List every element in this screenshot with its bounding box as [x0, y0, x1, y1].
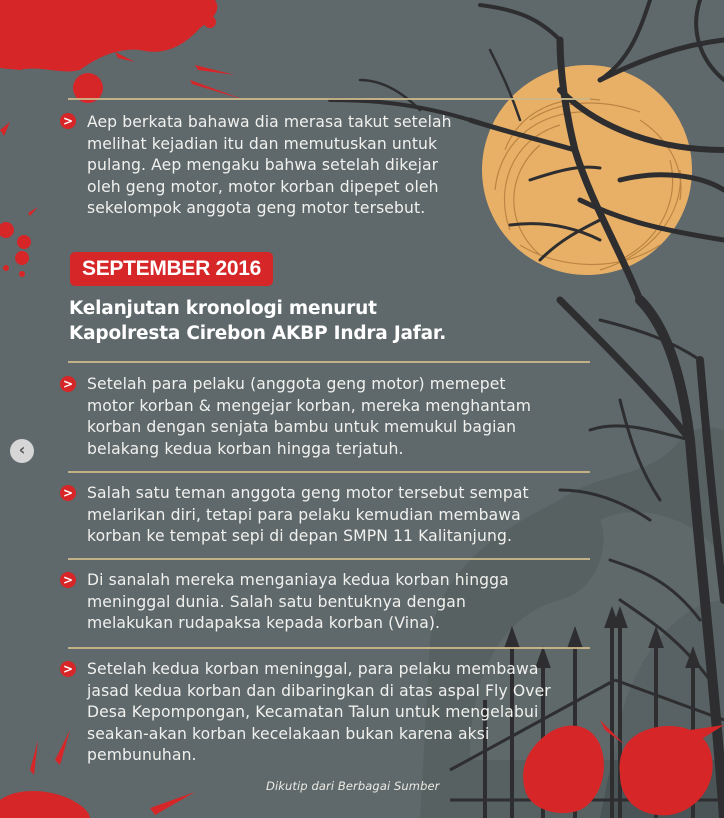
carousel-prev-button[interactable]: [10, 439, 34, 463]
text-line: korban ke tempat sepi di depan SMPN 11 Kalitanjung.: [87, 527, 513, 546]
text-line: Salah satu teman anggota geng motor tersebut sempat: [87, 484, 529, 502]
divider: [68, 558, 590, 560]
text-line: korban dengan senjata bambu untuk memukul bagian: [87, 418, 517, 437]
subheading-line: Kapolresta Cirebon AKBP Indra Jafar.: [69, 323, 447, 344]
chevron-left-icon: ‹: [18, 440, 26, 459]
chevron-right-icon: >: [60, 485, 76, 501]
text-line: jasad kedua korban dan dibaringkan di atas aspal Fly Over: [87, 681, 551, 700]
list-item: [87, 483, 529, 548]
divider: [68, 471, 590, 473]
text-line: Aep berkata bahawa dia merasa takut setelah: [87, 113, 452, 131]
divider: [68, 361, 590, 363]
text-line: sekelompok anggota geng motor tersebut.: [87, 199, 426, 218]
text-line: pembunuhan.: [87, 746, 197, 765]
chevron-right-icon: >: [60, 376, 76, 392]
text-line: Setelah kedua korban meninggal, para pelaku membawa: [87, 660, 539, 678]
text-line: meninggal dunia. Salah satu bentuknya dengan: [87, 592, 466, 611]
list-item: [87, 374, 531, 460]
list-item: [87, 659, 551, 767]
list-item: [87, 570, 509, 635]
chevron-right-icon: >: [60, 572, 76, 588]
text-line: oleh geng motor, motor korban dipepet oleh: [87, 177, 439, 196]
source-caption: Dikutip dari Berbagai Sumber: [266, 779, 440, 793]
section-subheading: [69, 296, 446, 346]
text-line: motor korban & mengejar korban, mereka menghantam: [87, 396, 532, 415]
date-badge: SEPTEMBER 2016: [70, 252, 273, 286]
text-line: melakukan rudapaksa kepada korban (Vina).: [87, 614, 441, 633]
divider: [68, 647, 590, 649]
chevron-right-icon: >: [60, 113, 76, 129]
text-line: pulang. Aep mengaku bahwa setelah dikejar: [87, 156, 439, 175]
text-line: Setelah para pelaku (anggota geng motor) memepet: [87, 375, 506, 393]
divider: [68, 98, 590, 100]
chevron-right-icon: >: [60, 661, 76, 677]
text-line: melarikan diri, tetapi para pelaku kemudian membawa: [87, 505, 521, 524]
text-line: seakan-akan korban kecelakaan bukan karena aksi: [87, 724, 490, 743]
text-line: belakang kedua korban hingga terjatuh.: [87, 439, 404, 458]
text-line: Di sanalah mereka menganiaya kedua korban hingga: [87, 571, 509, 589]
text-line: melihat kejadian itu dan memutuskan untuk: [87, 134, 438, 153]
intro-paragraph: [87, 112, 452, 220]
subheading-line: Kelanjutan kronologi menurut: [69, 298, 377, 319]
text-line: Desa Kepompongan, Kecamatan Talun untuk mengelabui: [87, 703, 539, 722]
